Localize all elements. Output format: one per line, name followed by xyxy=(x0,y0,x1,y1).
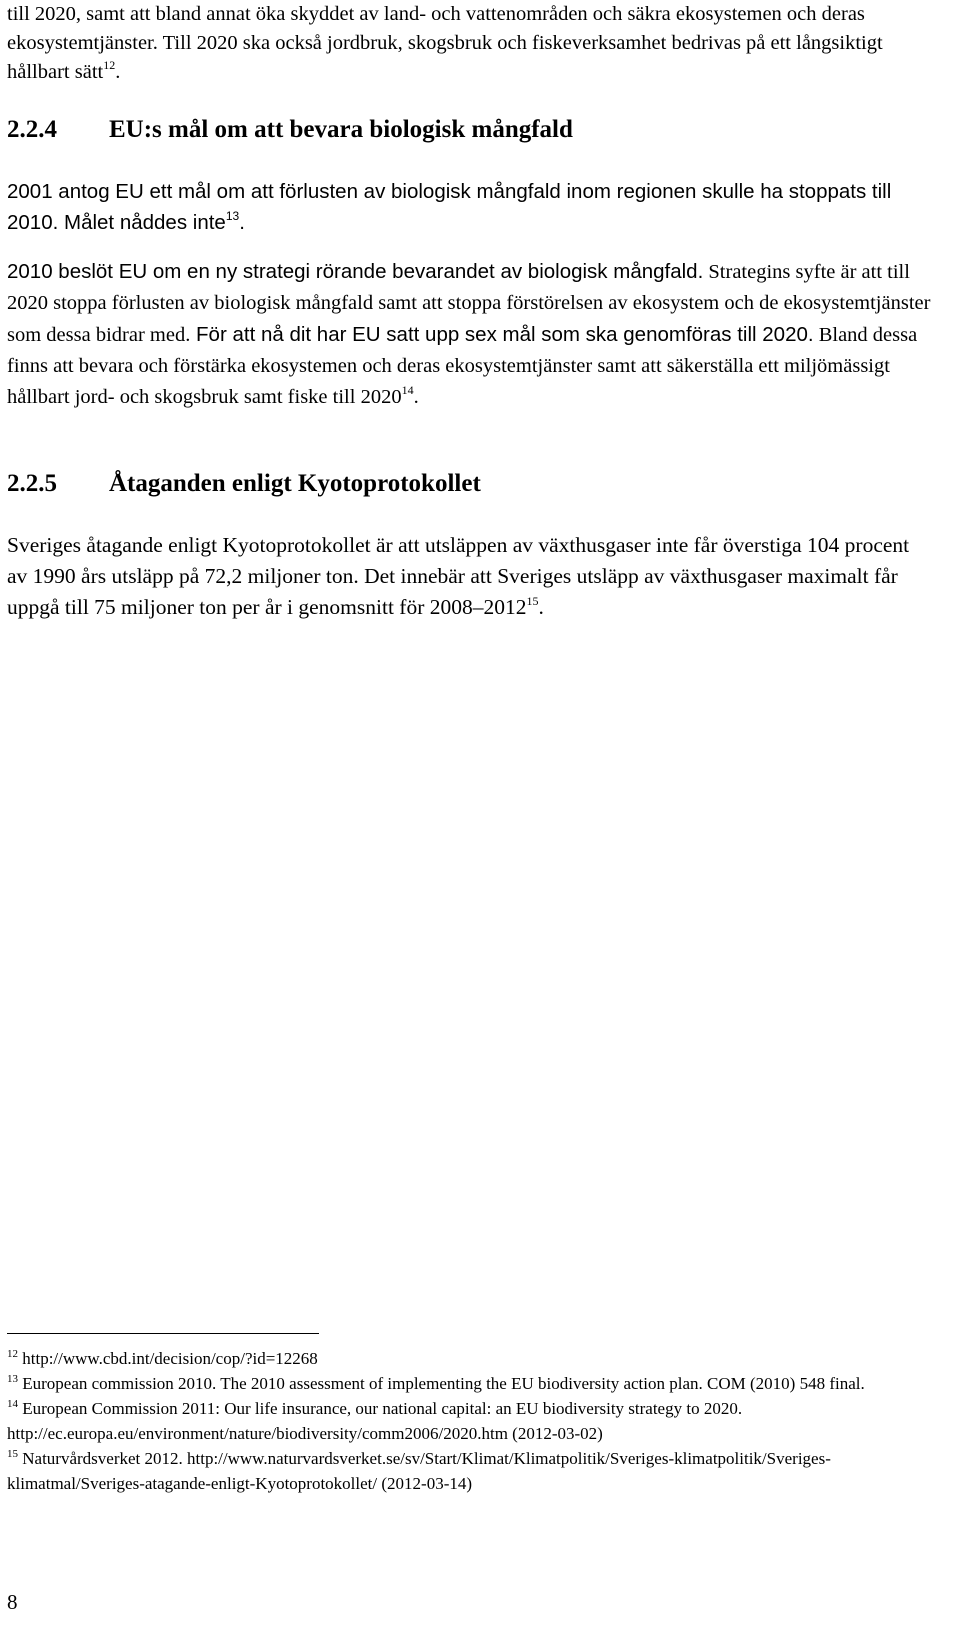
section-heading-2-2-5 xyxy=(7,470,481,498)
footnote-ref-12[interactable]: 12 xyxy=(103,58,116,72)
footnote-number: 12 xyxy=(7,1348,18,1360)
footnote-separator xyxy=(7,1333,319,1334)
footnote-13 xyxy=(7,1371,927,1396)
footnotes xyxy=(7,1346,927,1496)
intro-text: till 2020, samt att bland annat öka skyddet av land- och vattenområden och säkra ekosystemen och deras ekosystemtjänster. Till 2020 ska också jordbruk, skogsbruk och fiskeverksamhet bedrivas på ett långsiktigt hållbart sätt xyxy=(7,3,883,83)
footnote-12 xyxy=(7,1346,927,1371)
footnote-text: European commission 2010. The 2010 assessment of implementing the EU biodiversity action plan. COM (2010) 548 final. xyxy=(18,1374,865,1393)
intro-paragraph xyxy=(7,0,932,87)
section-title: Åtaganden enligt Kyotoprotokollet xyxy=(109,470,481,497)
eu-strategy-sentence-3: För att nå dit har EU satt upp sex mål som ska genomföras till 2020. xyxy=(190,323,814,346)
footnote-14 xyxy=(7,1396,927,1446)
eu-strategy-sentence-4: Bland dessa finns att bevara och förstärka ekosystemen och deras ekosystemtjänster samt att säkerställa ett miljömässigt hållbart jord- och skogsbruk samt fiske till 2020 xyxy=(7,324,918,408)
eu-strategy-paragraph xyxy=(7,256,932,413)
footnote-number: 14 xyxy=(7,1398,18,1410)
eu-strategy-sentence-1: 2010 beslöt EU om en ny strategi rörande bevarandet av biologisk mångfald. xyxy=(7,260,704,283)
kyoto-paragraph xyxy=(7,530,932,623)
kyoto-end: . xyxy=(538,595,544,619)
section-heading-2-2-4 xyxy=(7,116,573,144)
footnote-ref-15[interactable]: 15 xyxy=(526,594,539,608)
footnote-number: 15 xyxy=(7,1448,18,1460)
footnote-15 xyxy=(7,1446,927,1496)
section-number: 2.2.5 xyxy=(7,470,57,497)
kyoto-text: Sveriges åtagande enligt Kyotoprotokollet är att utsläppen av växthusgaser inte får överstiga 104 procent av 1990 års utsläpp på 72,2 miljoner ton. Det innebär att Sveriges utsläpp av växthusgaser maximalt får uppgå till 75 miljoner ton per år i genomsnitt för 2008–2012 xyxy=(7,533,910,619)
section-title: EU:s mål om att bevara biologisk mångfald xyxy=(109,116,573,143)
eu-goal-text: 2001 antog EU ett mål om att förlusten av biologisk mångfald inom regionen skulle ha stoppats till 2010. Målet nåddes inte xyxy=(7,180,892,234)
footnote-ref-13[interactable]: 13 xyxy=(225,209,240,223)
eu-goal-end: . xyxy=(239,211,245,234)
eu-strategy-end: . xyxy=(413,386,419,408)
section-number: 2.2.4 xyxy=(7,116,57,143)
footnote-text[interactable]: http://www.cbd.int/decision/cop/?id=12268 xyxy=(18,1349,318,1368)
footnote-text[interactable]: European Commission 2011: Our life insurance, our national capital: an EU biodiversity strategy to 2020. http://ec.europa.eu/environment/nature/biodiversity/comm2006/2020.htm (2012-03-02) xyxy=(7,1399,743,1443)
footnote-number: 13 xyxy=(7,1373,18,1385)
intro-end: . xyxy=(115,61,121,83)
eu-strategy-sentence-2: Strategins syfte är att till 2020 stoppa förlusten av biologisk mångfald samt att stoppa förstörelsen av ekosystem och de ekosystemtjänster som dessa bidrar med. xyxy=(7,261,931,346)
footnote-text[interactable]: Naturvårdsverket 2012. http://www.naturvardsverket.se/sv/Start/Klimat/Klimatpolitik/Sveriges-klimatpolitik/Sveriges-klimatmal/Sveriges-atagande-enligt-Kyotoprotokollet/ (2012-03-14) xyxy=(7,1449,831,1493)
footnote-ref-14[interactable]: 14 xyxy=(401,383,414,397)
page-number: 8 xyxy=(7,1590,18,1614)
eu-goal-paragraph xyxy=(7,176,932,238)
